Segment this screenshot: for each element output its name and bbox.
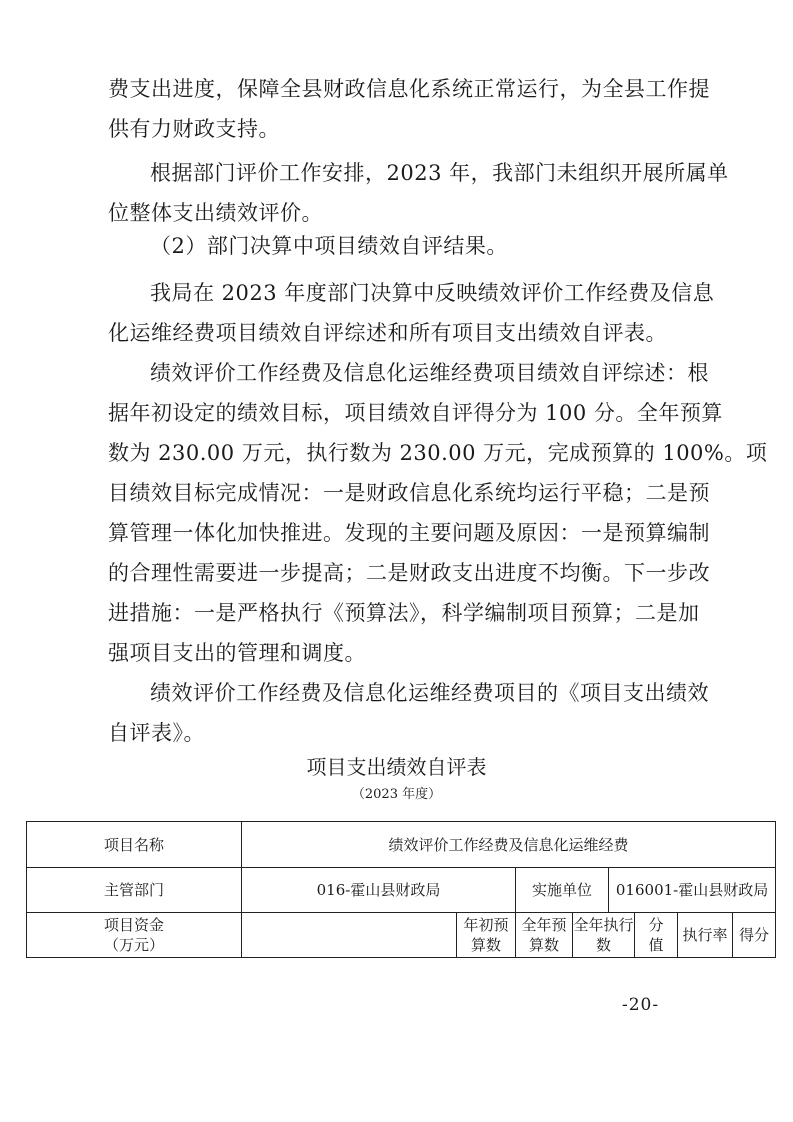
table-row — [27, 913, 776, 958]
header-line: 全年预 — [521, 916, 567, 934]
paragraph-2 — [108, 153, 729, 233]
text-line: 进措施：一是严格执行《预算法》，科学编制项目预算；二是加 — [108, 601, 700, 625]
text-line: 费支出进度，保障全县财政信息化系统正常运行，为全县工作提 — [108, 77, 710, 101]
text-line: 我局在 2023 年度部门决算中反映绩效评价工作经费及信息 — [150, 281, 715, 305]
unit-value: 016001-霍山县财政局 — [609, 868, 776, 913]
funds-label-line: 项目资金 — [103, 916, 164, 934]
dept-value: 016-霍山县财政局 — [242, 868, 516, 913]
dept-label: 主管部门 — [27, 868, 242, 913]
section-heading — [108, 226, 698, 266]
paragraph-4 — [108, 353, 768, 673]
col-points-header: 得分 — [733, 913, 776, 958]
text-line: 数为 230.00 万元，执行数为 230.00 万元，完成预算的 100%。项 — [108, 441, 768, 465]
col-full-budget-header — [516, 913, 573, 958]
text-line: 算管理一体化加快推进。发现的主要问题及原因：一是预算编制 — [108, 521, 710, 545]
header-line: 年初预 — [463, 916, 509, 934]
text-line: 目绩效目标完成情况：一是财政信息化系统均运行平稳；二是预 — [108, 481, 710, 505]
empty-cell — [242, 913, 457, 958]
header-line: 值 — [648, 936, 664, 954]
text-line: （2）部门决算中项目绩效自评结果。 — [150, 234, 508, 258]
funds-label-unit: （万元） — [103, 936, 164, 954]
text-line: 的合理性需要进一步提高；二是财政支出进度不均衡。下一步改 — [108, 561, 710, 585]
paragraph-3 — [108, 273, 715, 353]
text-line: 绩效评价工作经费及信息化运维经费项目的《项目支出绩效 — [150, 681, 709, 705]
self-evaluation-table — [26, 821, 776, 958]
paragraph-1 — [108, 69, 710, 149]
text-line: 自评表》。 — [108, 721, 205, 745]
col-rate-header: 执行率 — [678, 913, 733, 958]
funds-label — [27, 913, 242, 958]
text-line: 绩效评价工作经费及信息化运维经费项目绩效自评综述：根 — [150, 361, 709, 385]
project-name-value: 绩效评价工作经费及信息化运维经费 — [242, 822, 776, 868]
table-title: 项目支出绩效自评表 — [306, 755, 487, 779]
text-line: 据年初设定的绩效目标，项目绩效自评得分为 100 分。全年预算 — [108, 401, 723, 425]
header-line: 分 — [648, 916, 664, 934]
header-line: 算数 — [470, 936, 501, 954]
table-row — [27, 822, 776, 868]
table-row — [27, 868, 776, 913]
text-line: 化运维经费项目绩效自评综述和所有项目支出绩效自评表。 — [108, 321, 667, 345]
text-line: 位整体支出绩效评价。 — [108, 201, 323, 225]
project-name-label: 项目名称 — [27, 822, 242, 868]
table-subtitle: （2023 年度） — [351, 787, 442, 802]
text-line: 强项目支出的管理和调度。 — [108, 641, 366, 665]
header-line: 算数 — [528, 936, 559, 954]
unit-label: 实施单位 — [516, 868, 609, 913]
col-budget-header — [457, 913, 516, 958]
col-score-header — [635, 913, 678, 958]
page-number: -20- — [622, 995, 660, 1015]
text-line: 供有力财政支持。 — [108, 117, 280, 141]
paragraph-5 — [108, 673, 709, 753]
text-line: 根据部门评价工作安排，2023 年，我部门未组织开展所属单 — [150, 161, 729, 185]
col-exec-header: 全年执行数 — [573, 913, 635, 958]
